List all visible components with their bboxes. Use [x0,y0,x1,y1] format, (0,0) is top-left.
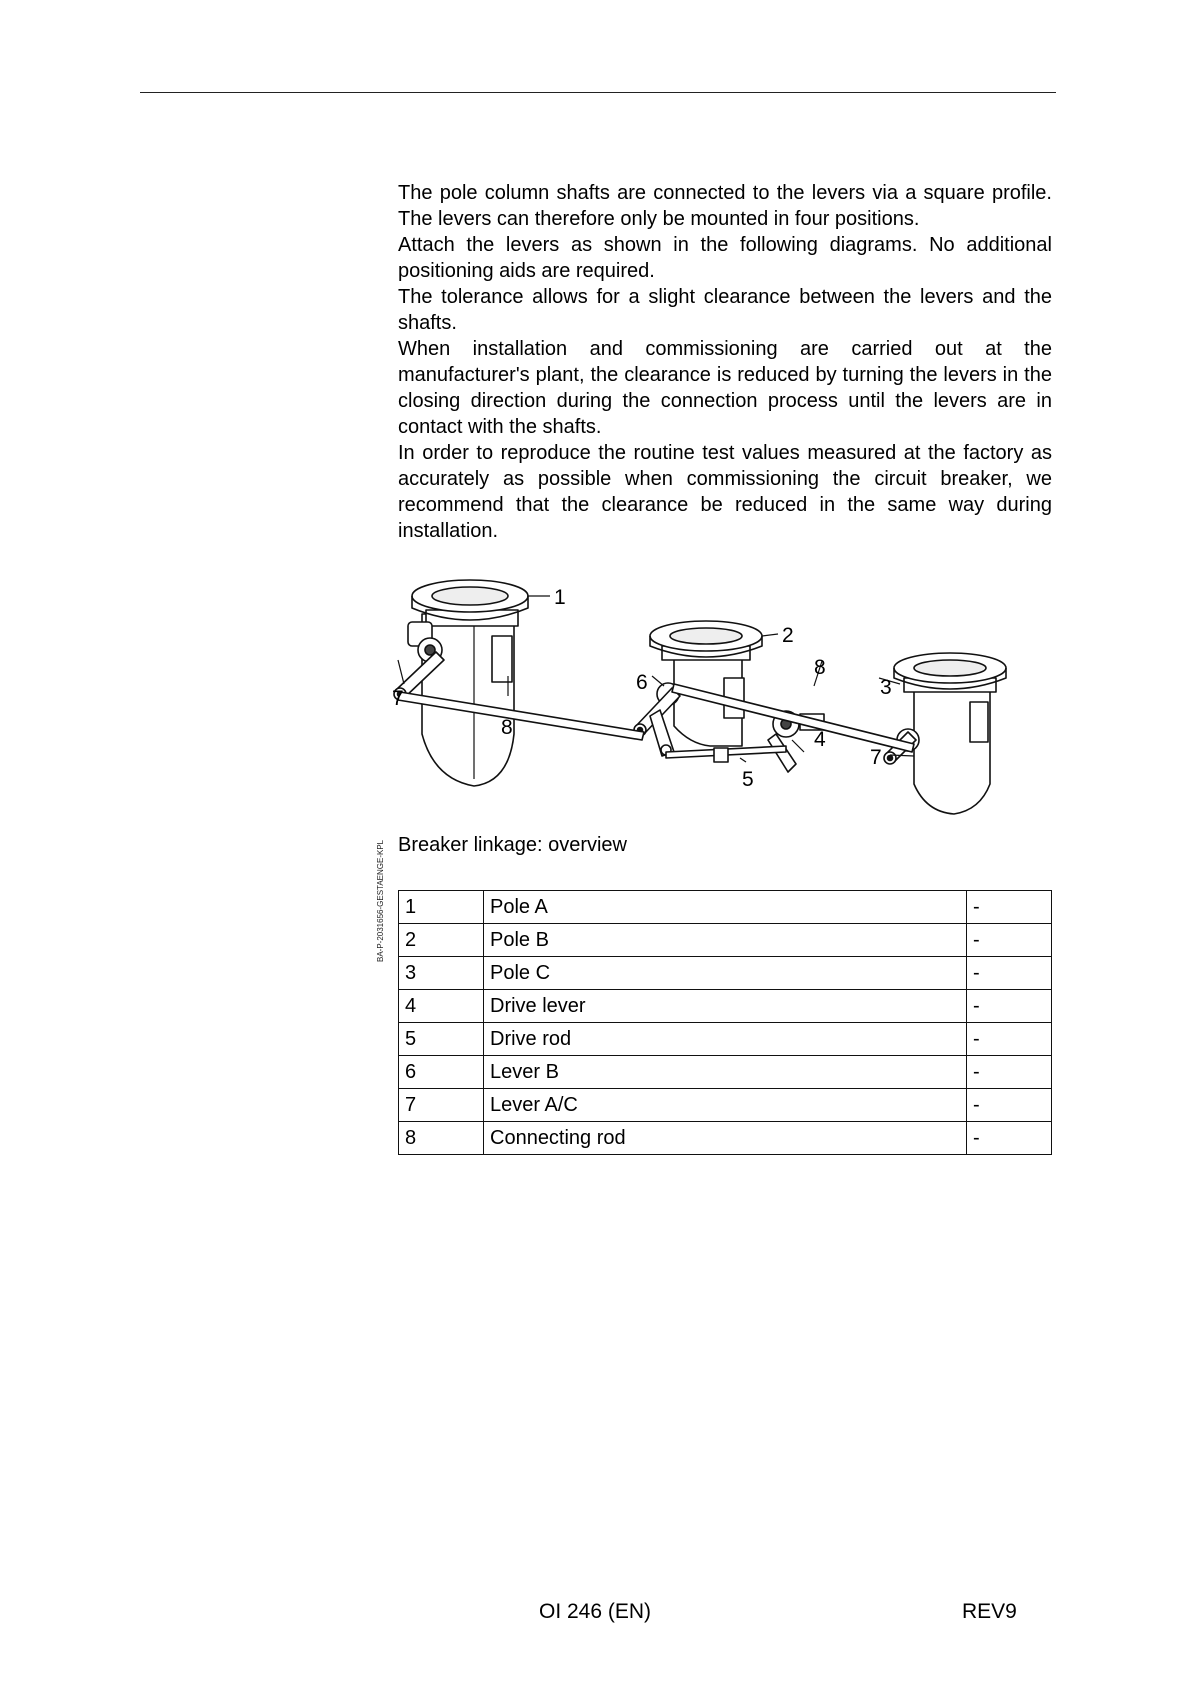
legend-label: Pole C [484,957,967,990]
legend-label: Pole B [484,924,967,957]
callout-1: 1 [554,586,566,609]
table-row [399,957,1052,990]
legend-note: - [967,924,1052,957]
table-row [399,1122,1052,1155]
legend-label: Pole A [484,891,967,924]
legend-number: 1 [399,891,484,924]
pole-c-drawing [884,653,1006,814]
footer-document-id: OI 246 (EN) [539,1600,652,1623]
footer-revision: REV9 [962,1600,1017,1623]
table-row [399,1023,1052,1056]
legend-number: 4 [399,990,484,1023]
callout-7-right: 7 [870,746,882,769]
legend-number: 8 [399,1122,484,1155]
legend-note: - [967,1122,1052,1155]
legend-note: - [967,1089,1052,1122]
breaker-linkage-drawing [374,574,1064,830]
drive-rod-coupling [714,748,728,762]
legend-note: - [967,891,1052,924]
table-row [399,1056,1052,1089]
callout-3: 3 [880,676,892,699]
legend-label: Lever A/C [484,1089,967,1122]
callout-6: 6 [636,671,648,694]
table-row [399,891,1052,924]
figure-caption: Breaker linkage: overview [398,834,627,856]
legend-number: 6 [399,1056,484,1089]
legend-label: Lever B [484,1056,967,1089]
legend-note: - [967,957,1052,990]
legend-number: 2 [399,924,484,957]
callout-4: 4 [814,728,826,751]
paragraph: When installation and commissioning are carried out at the manufacturer's plant, the clearance is reduced by turning the levers in the closing direction during the connection process until the levers are in contact with the shafts. [398,338,1052,438]
paragraph: Attach the levers as shown in the following diagrams. No additional positioning aids are required. [398,234,1052,282]
callout-8-left: 8 [501,716,513,739]
body-text [398,180,1052,544]
legend-number: 7 [399,1089,484,1122]
legend-number: 3 [399,957,484,990]
table-row [399,990,1052,1023]
callout-8-right: 8 [814,656,826,679]
callout-2: 2 [782,624,794,647]
table-row [399,1089,1052,1122]
figure-code-text: BA-P-2031656-GESTAENGE-KPL [376,839,385,962]
callout-7-left: 7 [392,687,404,710]
legend-note: - [967,1023,1052,1056]
breaker-linkage-figure [374,574,1064,830]
figure-code [374,834,388,964]
header-rule [140,92,1056,93]
callout-5: 5 [742,768,754,791]
pole-b-drawing [634,621,762,756]
legend-label: Connecting rod [484,1122,967,1155]
table-row [399,924,1052,957]
legend-number: 5 [399,1023,484,1056]
legend-table [398,890,1052,1155]
legend-note: - [967,1056,1052,1089]
legend-label: Drive lever [484,990,967,1023]
legend-label: Drive rod [484,1023,967,1056]
paragraph: The tolerance allows for a slight clearance between the levers and the shafts. [398,286,1052,334]
paragraph: In order to reproduce the routine test values measured at the factory as accurately as possible when commissioning the circuit breaker, we recommend that the clearance be reduced in the same way during installation. [398,442,1052,542]
legend-note: - [967,990,1052,1023]
paragraph: The pole column shafts are connected to the levers via a square profile. The levers can therefore only be mounted in four positions. [398,182,1052,230]
